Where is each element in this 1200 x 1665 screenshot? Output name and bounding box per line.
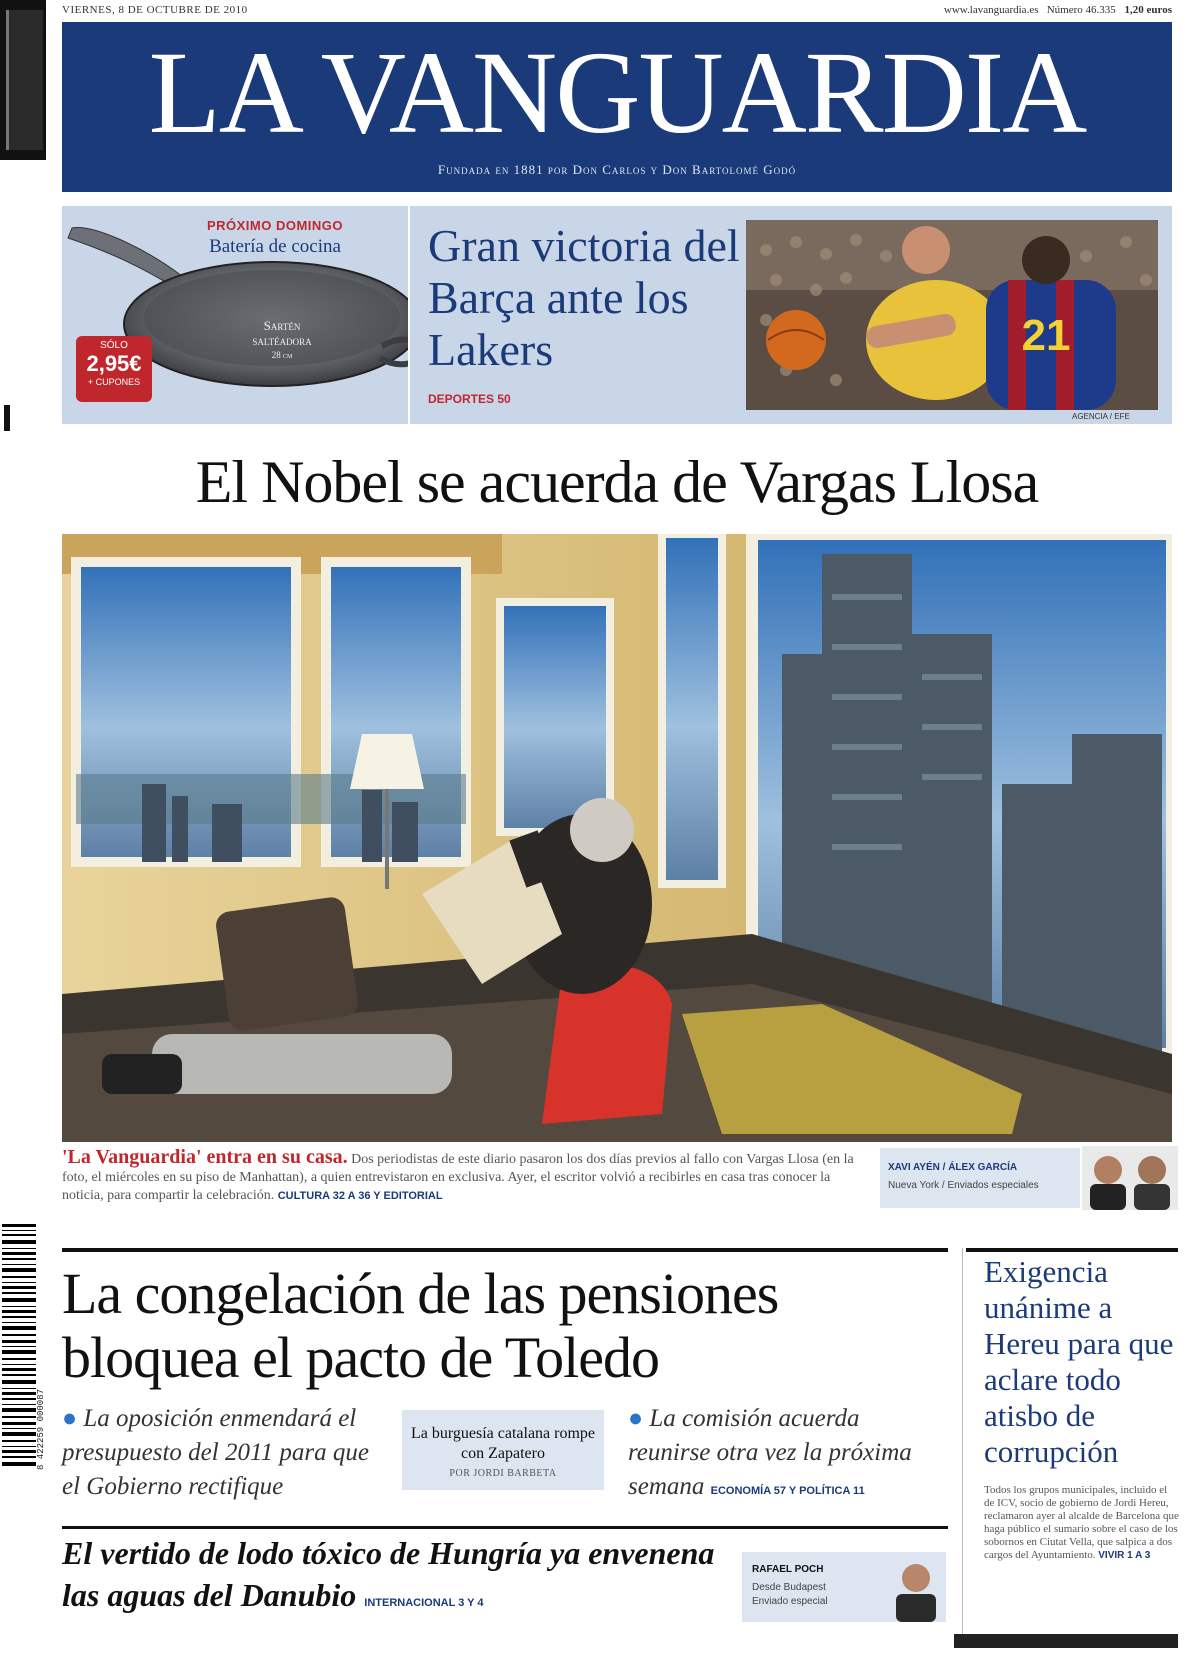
- hereu-headline[interactable]: Exigencia unánime a Hereu para que aclare todo atisbo de corrupción: [984, 1254, 1174, 1469]
- issue-info: [944, 4, 1172, 16]
- pensions-headline[interactable]: La congelación de las pensiones bloquea el pacto de Toledo: [62, 1261, 779, 1390]
- opinion-author: POR JORDI BARBETA: [449, 1468, 557, 1479]
- masthead: [62, 22, 1172, 192]
- hereu-body: [984, 1484, 1180, 1562]
- edge-ribbon-inner: [6, 10, 43, 150]
- caption-lead: 'La Vanguardia' entra en su casa.: [62, 1146, 348, 1168]
- issue-date: VIERNES, 8 DE OCTUBRE DE 2010: [62, 4, 248, 16]
- promo-divider: [408, 206, 410, 424]
- pan-text-3: 28 cm: [271, 350, 293, 360]
- pensions-bullet-2: [628, 1402, 948, 1508]
- hereu-ref[interactable]: VIVIR 1 A 3: [1098, 1550, 1151, 1561]
- badge-price: 2,95€: [86, 351, 142, 376]
- hungary-rule: [62, 1526, 948, 1529]
- cookware-promo[interactable]: [62, 206, 408, 424]
- edge-mark: [4, 405, 10, 431]
- promo-title: Batería de cocina: [209, 236, 341, 257]
- correspondent-name: RAFAEL POCH: [752, 1564, 824, 1575]
- promo-band: [62, 206, 1172, 424]
- byline-names: XAVI AYÉN / ÁLEX GARCÍA: [888, 1162, 1018, 1173]
- basketball-photo: [746, 220, 1158, 410]
- pan-text-1: Sartén: [263, 318, 301, 333]
- promo-kicker: PRÓXIMO DOMINGO: [206, 218, 344, 233]
- caption-body: Dos periodistas de este diario pasaron los dos días previos al fallo con Vargas Llosa (en la foto, el miércoles en su piso de Manhattan), a quien entrevistaron en exclusiva. Ayer, el escritor volvió a recibirles en casa tras conocer la noticia, para compartir la celebración.: [62, 1152, 854, 1203]
- opinion-title: La burguesía catalana rompe con Zapatero: [410, 1425, 596, 1462]
- author-photos: [1082, 1146, 1178, 1210]
- sports-section-ref[interactable]: DEPORTES 50: [428, 392, 511, 406]
- photo-credit: AGENCIA / EFE: [1072, 412, 1130, 421]
- barcode: [2, 1220, 36, 1470]
- hungary-headline[interactable]: [62, 1532, 742, 1624]
- main-headline[interactable]: El Nobel se acuerda de Vargas Llosa: [195, 449, 1039, 515]
- badge-small: SÓLO: [100, 340, 128, 351]
- photo-caption: [62, 1148, 862, 1205]
- issue-number: Número 46.335: [1046, 4, 1116, 16]
- masthead-tagline: Fundada en 1881 por Don Carlos y Don Bartolomé Godó: [437, 162, 797, 177]
- price-badge: [76, 336, 152, 402]
- bullet-1-text: La oposición enmendará el presupuesto del 2011 para que el Gobierno rectifique: [62, 1405, 369, 1500]
- byline-place: Nueva York / Enviados especiales: [888, 1180, 1039, 1191]
- edge-ribbon: [0, 0, 46, 160]
- bullet-dot-icon: ●: [628, 1405, 650, 1432]
- jersey-number: 21: [1021, 311, 1071, 360]
- top-bar: [62, 2, 1172, 20]
- pensions-ref[interactable]: ECONOMÍA 57 Y POLÍTICA 11: [710, 1485, 865, 1497]
- vargas-llosa-photo: [62, 534, 1172, 1142]
- correspondent-photo: [886, 1552, 946, 1622]
- newspaper-name: LA VANGUARDIA: [148, 27, 1086, 158]
- pensions-bullet-1: [62, 1402, 372, 1504]
- hungary-headline-text: El vertido de lodo tóxico de Hungría ya envenena las aguas del Danubio: [62, 1535, 715, 1613]
- pan-text-2: saltéadora: [252, 333, 312, 348]
- byline-box: [880, 1148, 1080, 1208]
- section-rule-right: [966, 1248, 1178, 1252]
- badge-note: + CUPONES: [87, 377, 141, 387]
- bottom-strip: [954, 1634, 1178, 1648]
- hereu-body-text: Todos los grupos municipales, incluido el de ICV, socio de gobierno de Jordi Hereu, reclamaron ayer al alcalde de Barcelona que haga público el sumario sobre el caso de los sobornos en Ciutat Vella, que salpica a dos cargos del Ayuntamiento.: [984, 1484, 1179, 1561]
- sports-headline[interactable]: Gran victoria del Barça ante los Lakers: [428, 220, 740, 375]
- caption-ref[interactable]: CULTURA 32 A 36 Y EDITORIAL: [277, 1190, 443, 1202]
- opinion-box[interactable]: [402, 1410, 604, 1490]
- column-separator: [962, 1248, 963, 1638]
- correspondent-location: Desde Budapest: [752, 1582, 826, 1593]
- bullet-2-text: La comisión acuerda reunirse otra vez la próxima semana: [628, 1405, 912, 1500]
- website-link[interactable]: www.lavanguardia.es: [943, 4, 1039, 16]
- issue-price: 1,20 euros: [1124, 4, 1172, 16]
- pan-engraving: [212, 318, 352, 363]
- bullet-dot-icon: ●: [62, 1405, 84, 1432]
- hungary-ref[interactable]: INTERNACIONAL 3 Y 4: [364, 1597, 484, 1609]
- barcode-number: 8 422259 000087: [36, 1388, 46, 1470]
- section-rule-left: [62, 1248, 948, 1252]
- correspondent-role: Enviado especial: [752, 1596, 828, 1607]
